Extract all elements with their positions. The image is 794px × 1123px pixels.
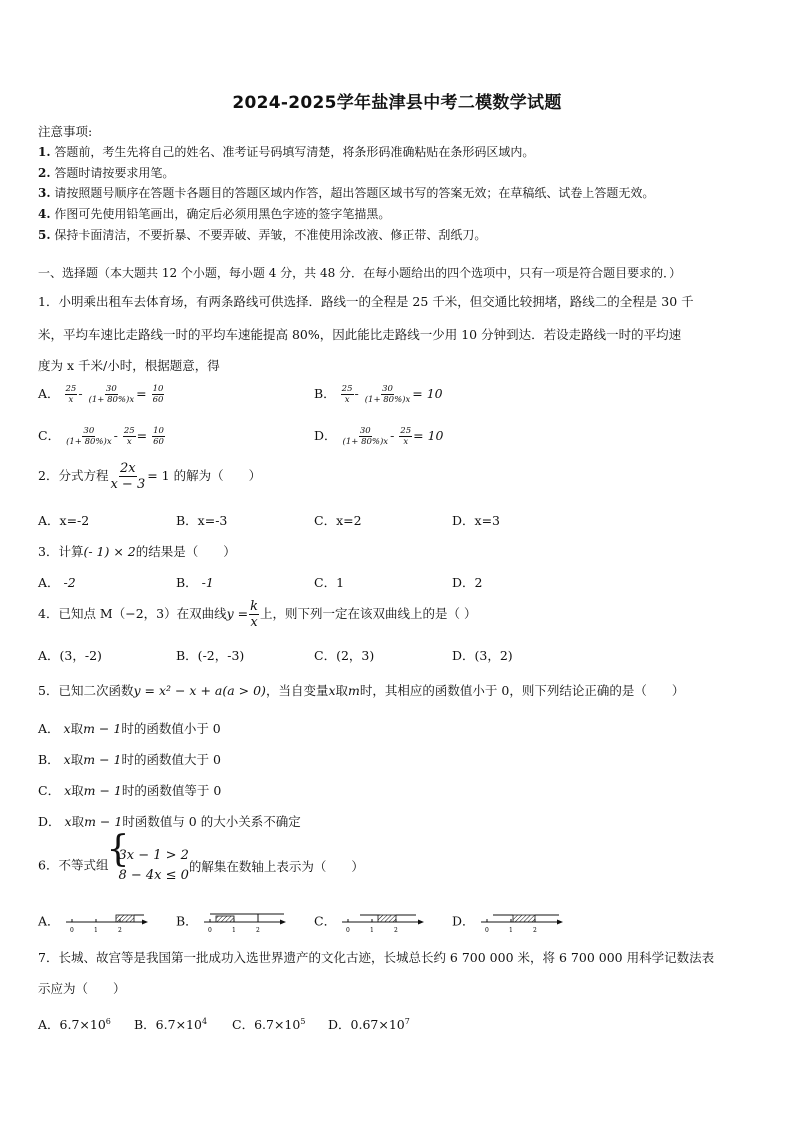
q6-stem: 6．不等式组 { 3x − 1 > 2 8 − 4x ≤ 0 的解集在数轴上表示为（ ） [38,846,364,886]
q4-option-d: D．(3，2) [452,648,513,663]
q5-option-a: A． x取m − 1时的函数值小于 0 [38,721,221,736]
q6-option-a: A． 0 1 2 [38,911,150,933]
note-text: 请按照题号顺序在答题卡各题目的答题区域内作答，超出答题区域书写的答案无效；在草稿纸、试卷上答题无效。 [54,186,655,200]
number-line-c [340,911,426,933]
number-line-a [64,911,150,933]
note-item [38,143,534,160]
note-item [38,164,174,181]
note-text: 保持卡面清洁，不要折暴、不要弄破、弄皱，不准使用涂改液、修正带、刮纸刀。 [54,228,487,242]
notes-heading: 注意事项: [38,124,93,139]
q2-stem: 2．分式方程 $\frac{2x}{x - 3}$ = 1 的解为（ ） [38,461,262,492]
q7-line1: 7．长城、故宫等是我国第一批成功入选世界遗产的文化古迹，长城总长约 6 700 000 米，将 6 700 000 用科学记数法表 [38,950,715,965]
page-title: 2024-2025学年盐津县中考二模数学试题 [232,93,562,113]
note-text: 答题时请按要求用笔。 [54,166,175,180]
q1-option-c: C． $\frac{30}{(1+ 80\%)x}$ - $\frac{25}{x}$ = $\frac{10}{60}$ [38,425,164,447]
q5-stem: 5．已知二次函数y = x² − x + a(a > 0)，当自变量x取m时，其相应的函数值小于 0，则下列结论正确的是（ ） [38,683,685,698]
q7-option-b: B．$6.7\times 10^4$ [134,1016,208,1032]
q7-option-d: D．$0.67\times 10^7$ [328,1016,410,1032]
svg-text:1: 1 [93,927,98,933]
note-item [38,226,486,243]
q1-line1: 1．小明乘出租车去体育场，有两条路线可供选择．路线一的全程是 25 千米，但交通比较拥堵，路线二的全程是 30 千 [38,294,694,309]
q4-stem: 4．已知点 M（−2，3）在双曲线y = $\frac{k}{x}$ 上，则下列一定在该双曲线上的是（ ） [38,599,477,630]
q5-option-c: C． x取m − 1时的函数值等于 0 [38,783,222,798]
svg-text:0: 0 [346,927,350,933]
number-line-d [479,911,565,933]
q3-option-a: A． -2 [38,575,76,590]
svg-text:1: 1 [508,927,513,933]
svg-text:2: 2 [117,927,122,933]
q7-line2: 示应为（ ） [38,981,126,996]
q4-option-b: B．(-2，-3) [176,648,245,663]
q2-option-d: D．x=3 [452,513,500,528]
q2-option-a: A．x=-2 [38,513,90,528]
q1-line2: 米，平均车速比走路线一时的平均车速能提高 80%，因此能比走路线一少用 10 分钟到达．若设走路线一时的平均速 [38,327,682,342]
q6-option-c: C． 0 1 2 [314,911,426,933]
q5-option-b: B． x取m − 1时的函数值大于 0 [38,752,221,767]
q1-option-b: B． $\frac{25}{x}$ - $\frac{30}{(1+ 80\%)x}$ = 10 [314,383,443,405]
q2-option-c: C．x=2 [314,513,362,528]
note-number: 5. [38,228,51,242]
q6-option-b: B． 0 1 2 [176,911,288,933]
q4-option-a: A．(3，-2) [38,648,102,663]
q3-stem: 3．计算(- 1) × 2的结果是（ ） [38,544,236,559]
q7-option-c: C．$6.7\times 10^5$ [232,1016,306,1032]
svg-text:1: 1 [370,927,374,933]
note-text: 答题前，考生先将自己的姓名、准考证号码填写清楚，将条形码准确粘贴在条形码区域内。 [54,145,535,159]
inequality-system: { 3x − 1 > 2 8 − 4x ≤ 0 [108,846,188,886]
q1-line3: 度为 x 千米/小时，根据题意，得 [38,358,220,373]
note-text: 作图可先使用铅笔画出，确定后必须用黑色字迹的签字笔描黑。 [54,207,391,221]
svg-text:2: 2 [255,927,260,933]
q4-option-c: C．(2，3) [314,648,375,663]
q5-option-d: D． x取m − 1时函数值与 0 的大小关系不确定 [38,814,301,829]
q1-option-d: D． $\frac{30}{(1+ 80\%)x}$ - $\frac{25}{x}$ = 10 [314,425,444,447]
q6-option-d: D． 0 1 2 [452,911,565,933]
note-item [38,205,390,222]
svg-text:2: 2 [394,927,398,933]
q1-option-a: A． $\frac{25}{x}$ - $\frac{30}{(1+ 80\%)x}$ = $\frac{10}{60}$ [38,383,164,405]
q3-option-b: B． -1 [176,575,214,590]
svg-text:0: 0 [484,927,489,933]
svg-text:0: 0 [69,927,74,933]
q3-option-c: C．1 [314,575,345,590]
q7-option-a: A．$6.7\times 10^6$ [38,1016,111,1032]
note-number: 4. [38,207,51,221]
number-line-b [202,911,288,933]
note-number: 2. [38,166,51,180]
note-number: 1. [38,145,51,159]
section-heading: 一、选择题（本大题共 12 个小题，每小题 4 分，共 48 分．在每小题给出的四个选项中，只有一项是符合题目要求的．） [38,266,682,280]
svg-text:2: 2 [532,927,537,933]
note-item [38,184,654,201]
q3-option-d: D．2 [452,575,483,590]
svg-text:0: 0 [207,927,212,933]
note-number: 3. [38,186,51,200]
svg-text:1: 1 [231,927,236,933]
q2-option-b: B．x=-3 [176,513,228,528]
